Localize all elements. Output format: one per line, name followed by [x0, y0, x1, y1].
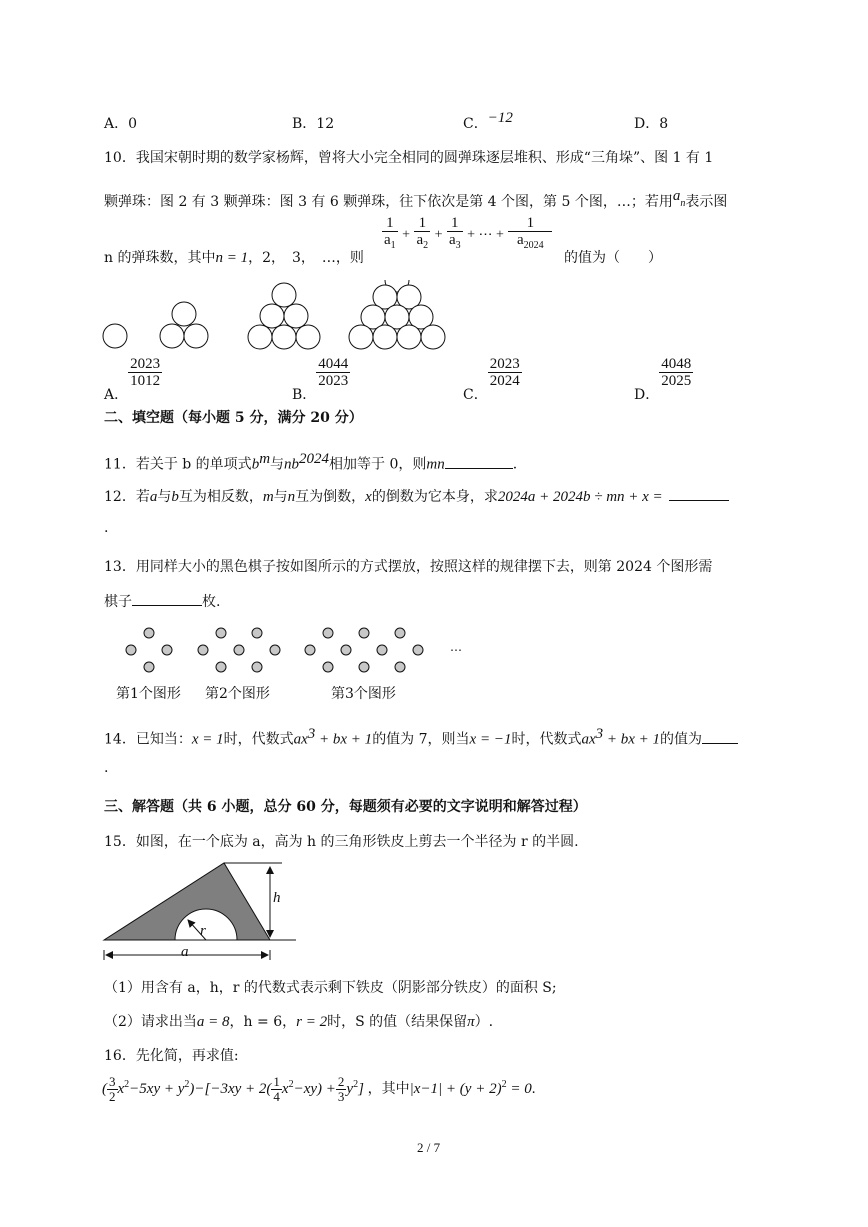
q13-ellipsis: … [450, 640, 462, 654]
q9-option-c: C．−12 [463, 110, 513, 132]
page-number: 2 / 7 [417, 1140, 441, 1155]
q13-line1: 13．用同样大小的黑色棋子按如图所示的方式摆放，按照这样的规律摆下去，则第 2024 个图形需 [104, 559, 713, 575]
q12: 12．若a与b互为相反数，m与n互为倒数，x的倒数为它本身，求2024a + 2024b ÷ mn + x = [104, 486, 729, 506]
q15-label-a: a [181, 944, 189, 960]
q12-dot: . [104, 520, 109, 536]
q16-expression: ( $\frac{3}{2}$ $x^2-5xy + y^2)-[-3xy + 2$( $\frac{1}{4}$ $x^2-xy$) + $\frac{2}{3}$ $y^2$] ，其中$|x-1| + (y + 2)^2 = 0$. [102, 1074, 536, 1104]
q9-option-d: D．8 [634, 116, 669, 132]
sum-term-2024: $\frac{1}{a_{2024}}$ [508, 215, 552, 254]
q14: 14．已知当：x = 1时，代数式$ax^3$ + bx + 1的值为 7，则当x = −1时，代数式$ax^3$ + bx + 1的值为 [104, 726, 738, 749]
q15-part2: （2）请求出当a = 8，h = 6，r = 2时，S 的值（结果保留π）. [104, 1014, 494, 1030]
q15-part1: （1）用含有 a，h，r 的代数式表示剩下铁皮（阴影部分铁皮）的面积 S; [104, 980, 557, 996]
q15-label-h: h [273, 890, 281, 906]
q13-answer-blank[interactable] [132, 591, 202, 606]
section-solutions-title: 三、解答题（共 6 小题，总分 60 分，每题须有必要的文字说明和解答过程） [104, 799, 587, 815]
section-fill-in-title: 二、填空题（每小题 5 分，满分 20 分） [104, 410, 363, 426]
q16-line1: 16．先化简，再求值: [104, 1048, 239, 1064]
sum-term-1: $\frac{1}{a_1}$ [384, 215, 396, 251]
q10-line3-prefix: n 的弹珠数，其中n = 1，2， 3， …，则 [104, 250, 364, 266]
chess-pieces-figure [120, 622, 470, 677]
fig1-marble [103, 324, 127, 348]
q9-option-a: A．0 [104, 116, 138, 132]
q13-fig2-label: 第2个图形 [205, 686, 270, 702]
q13-line2: 棋子 枚. [104, 591, 220, 611]
q9-option-b: B．12 [292, 116, 335, 132]
q15-line1: 15．如图，在一个底为 a，高为 h 的三角形铁皮上剪去一个半径为 r 的半圆. [104, 834, 579, 850]
q13-fig3-label: 第3个图形 [331, 686, 396, 702]
q10-sum-expression: $\frac{1}{a_1}$ + $\frac{1}{a_2}$ + $\frac{1}{a_3}$ + ⋯ + $\frac{1}{a_{2024}}$ [382, 215, 552, 254]
triangle-semicircle-figure [100, 855, 300, 965]
q14-answer-blank[interactable] [702, 729, 738, 744]
q10-option-d: D． $\frac{4048}{2025}$ [634, 356, 692, 403]
q10-option-b: B． $\frac{4044}{2023}$ [292, 356, 349, 403]
q12-answer-blank[interactable] [669, 486, 729, 501]
triangle-marbles-figure [100, 280, 460, 355]
q10-line1: 10．我国宋朝时期的数学家杨辉，曾将大小完全相同的圆弹珠逐层堆积、形成“三角垛”、图 1 有 1 [104, 150, 714, 166]
q14-dot: . [104, 760, 109, 776]
sum-term-3: $\frac{1}{a_3}$ [448, 215, 461, 251]
q13-fig1-label: 第1个图形 [116, 686, 181, 702]
q10-line2: 颗弹珠：图 2 有 3 颗弹珠：图 3 有 6 颗弹珠，往下依次是第 4 个图，第 5 个图，…；若用an表示图 [104, 188, 728, 210]
q10-option-a: A． $\frac{2023}{1012}$ [104, 356, 161, 403]
q11: 11．若关于 b 的单项式$b^m$与$nb^{2024}$相加等于 0，则mn . [104, 451, 518, 473]
sum-term-2: $\frac{1}{a_2}$ [416, 215, 429, 251]
q11-answer-blank[interactable] [445, 454, 513, 469]
q10-line3-suffix: 的值为（ ） [564, 250, 662, 266]
q10-option-c: C． $\frac{2023}{2024}$ [463, 356, 520, 403]
q15-label-r: r [200, 923, 206, 939]
